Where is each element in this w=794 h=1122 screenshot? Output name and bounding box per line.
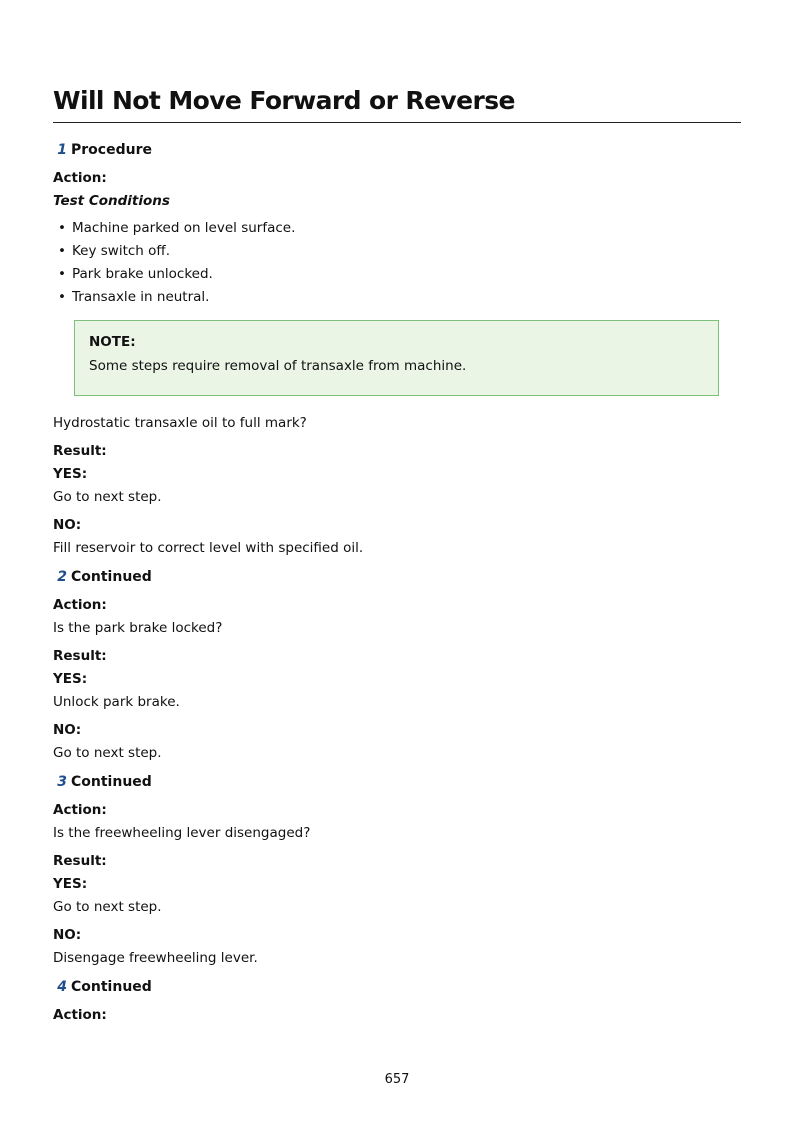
step-2-yes-label: YES: bbox=[53, 671, 88, 687]
step-3-action-label: Action: bbox=[53, 802, 107, 818]
step-1-action-text: Hydrostatic transaxle oil to full mark? bbox=[53, 415, 307, 431]
bullet-icon: • bbox=[58, 220, 66, 236]
step-1-number: 1 bbox=[57, 142, 67, 158]
step-1-no-text: Fill reservoir to correct level with specified oil. bbox=[53, 540, 364, 556]
step-3-action-text: Is the freewheeling lever disengaged? bbox=[53, 825, 311, 841]
step-2-action-label: Action: bbox=[53, 597, 107, 613]
step-3-title: Continued bbox=[71, 774, 152, 790]
step-4-title: Continued bbox=[71, 979, 152, 995]
test-conditions-label: Test Conditions bbox=[53, 193, 170, 209]
title-divider bbox=[53, 122, 741, 123]
step-2-yes-text: Unlock park brake. bbox=[53, 694, 180, 710]
step-3-yes-label: YES: bbox=[53, 876, 88, 892]
list-item: • Key switch off. bbox=[58, 243, 171, 259]
step-3-yes-text: Go to next step. bbox=[53, 899, 162, 915]
step-1-result-label: Result: bbox=[53, 443, 107, 459]
page-title: Will Not Move Forward or Reverse bbox=[53, 86, 515, 115]
step-4-action-label: Action: bbox=[53, 1007, 107, 1023]
step-2-number: 2 bbox=[57, 569, 67, 585]
step-2-result-label: Result: bbox=[53, 648, 107, 664]
step-4-heading bbox=[53, 978, 152, 996]
step-1-heading bbox=[53, 141, 152, 159]
step-1-yes-label: YES: bbox=[53, 466, 88, 482]
step-3-result-label: Result: bbox=[53, 853, 107, 869]
bullet-icon: • bbox=[58, 243, 66, 259]
step-2-action-text: Is the park brake locked? bbox=[53, 620, 223, 636]
note-box bbox=[74, 320, 719, 396]
step-3-no-label: NO: bbox=[53, 927, 82, 943]
step-3-no-text: Disengage freewheeling lever. bbox=[53, 950, 258, 966]
step-1-action-label: Action: bbox=[53, 170, 107, 186]
list-item: • Transaxle in neutral. bbox=[58, 289, 210, 305]
note-heading: NOTE: bbox=[89, 334, 136, 350]
step-3-number: 3 bbox=[57, 774, 67, 790]
step-4-number: 4 bbox=[57, 979, 67, 995]
step-2-title: Continued bbox=[71, 569, 152, 585]
bullet-icon: • bbox=[58, 266, 66, 282]
page-number: 657 bbox=[384, 1072, 410, 1087]
bullet-icon: • bbox=[58, 289, 66, 305]
step-2-heading bbox=[53, 568, 152, 586]
step-1-title: Procedure bbox=[71, 142, 152, 158]
list-item: • Machine parked on level surface. bbox=[58, 220, 296, 236]
note-text: Some steps require removal of transaxle from machine. bbox=[89, 358, 467, 374]
list-item: • Park brake unlocked. bbox=[58, 266, 213, 282]
step-2-no-label: NO: bbox=[53, 722, 82, 738]
step-3-heading bbox=[53, 773, 152, 791]
step-2-no-text: Go to next step. bbox=[53, 745, 162, 761]
step-1-no-label: NO: bbox=[53, 517, 82, 533]
test-conditions-list bbox=[53, 219, 295, 311]
step-1-yes-text: Go to next step. bbox=[53, 489, 162, 505]
